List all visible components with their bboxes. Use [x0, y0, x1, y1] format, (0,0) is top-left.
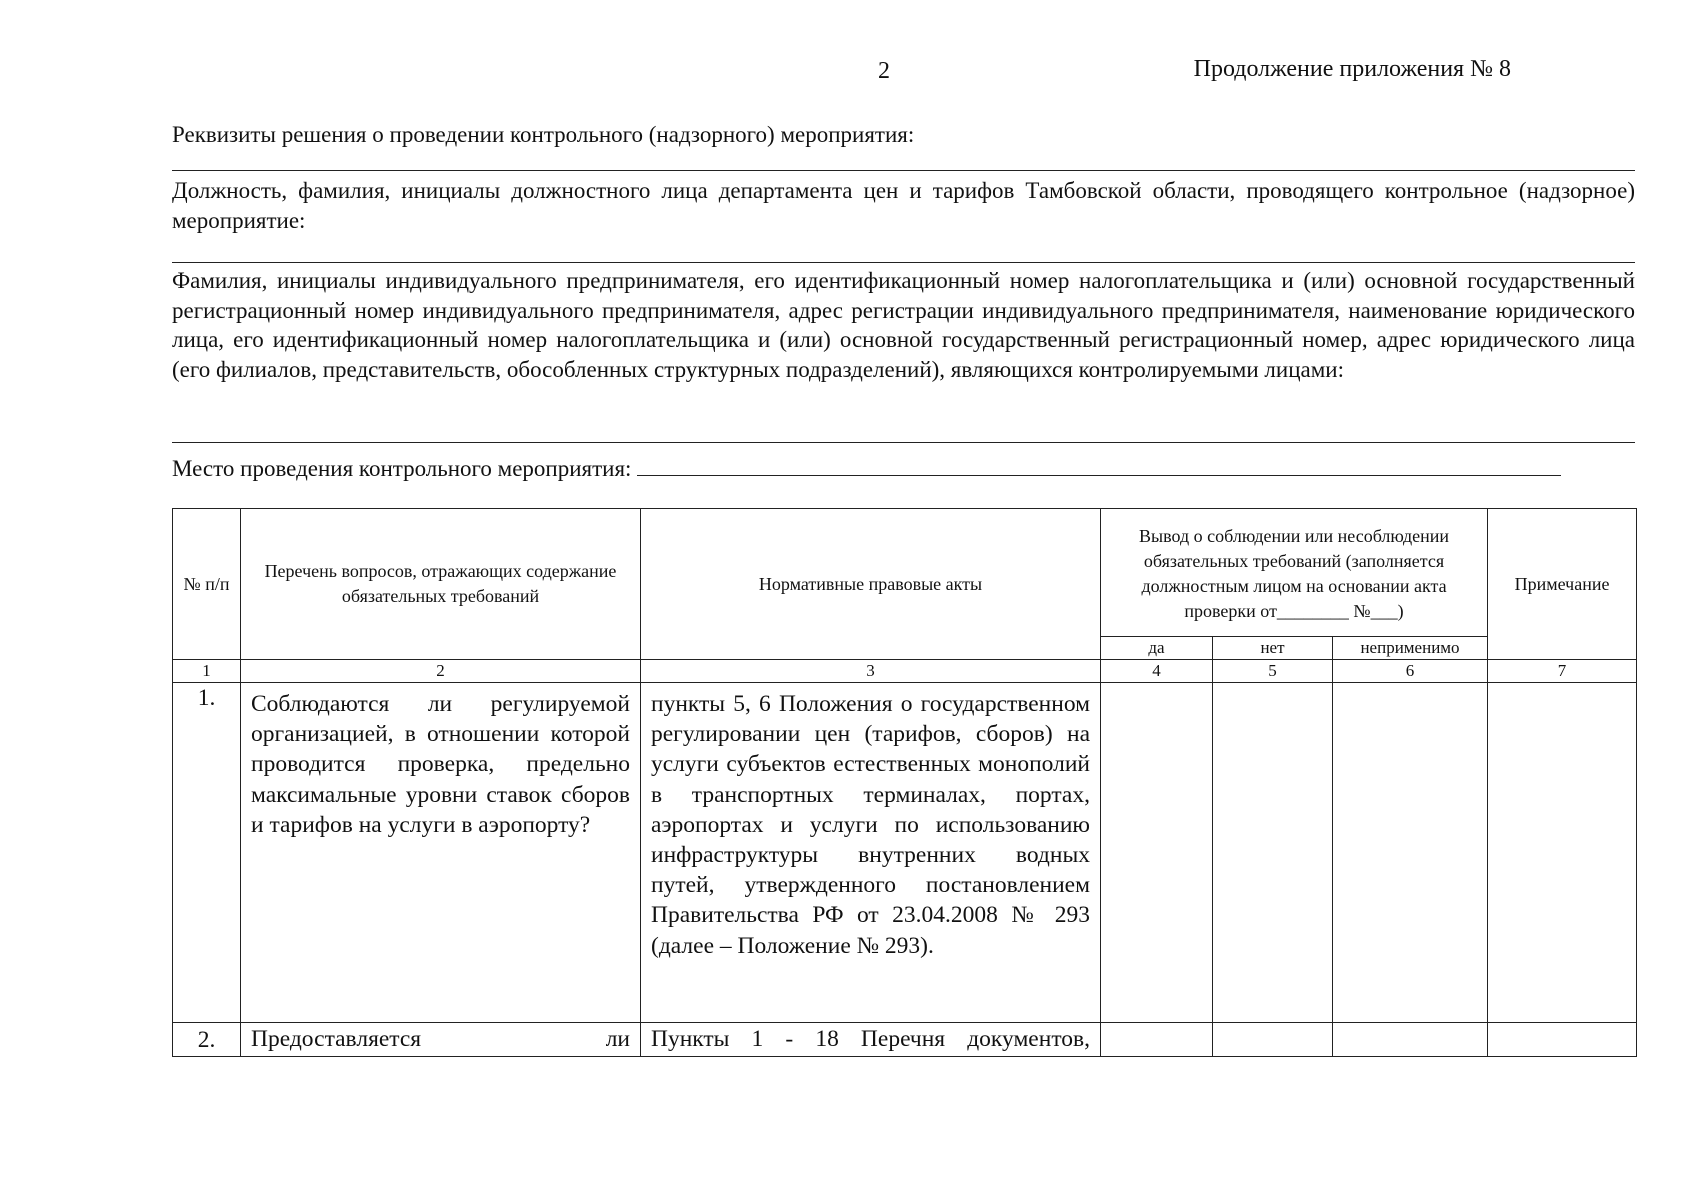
header-number: № п/п: [173, 509, 241, 660]
header-acts: Нормативные правовые акты: [641, 509, 1101, 660]
header-note: Примечание: [1488, 509, 1637, 660]
header-conclusion: Вывод о соблюдении или несоблюдении обязательных требований (заполняется должностным лицом на основании акта проверки от________ №___): [1101, 509, 1488, 637]
checklist-table: [172, 508, 1637, 1057]
answer-yes-cell[interactable]: [1101, 1023, 1213, 1057]
col-number: 2: [241, 660, 641, 683]
col-number: 1: [173, 660, 241, 683]
answer-na-cell[interactable]: [1333, 683, 1488, 1023]
answer-na-cell[interactable]: [1333, 1023, 1488, 1057]
place-line[interactable]: [637, 455, 1561, 476]
official-line[interactable]: [172, 262, 1635, 263]
answer-yes-cell[interactable]: [1101, 683, 1213, 1023]
answer-no-cell[interactable]: [1213, 683, 1333, 1023]
header-na: неприменимо: [1333, 637, 1488, 660]
place-row: [172, 454, 1635, 484]
row-acts: Пункты 1 - 18 Перечня документов,: [641, 1023, 1101, 1057]
note-cell[interactable]: [1488, 1023, 1637, 1057]
official-label: Должность, фамилия, инициалы должностного лица департамента цен и тарифов Тамбовской области, проводящего контрольное (надзорное) мероприятие:: [172, 178, 1635, 233]
row-number: 2.: [173, 1023, 241, 1057]
table-row: [173, 683, 1637, 1023]
page-number: 2: [878, 58, 890, 84]
header-no: нет: [1213, 637, 1333, 660]
row-acts: пункты 5, 6 Положения о государственном регулировании цен (тарифов, сборов) на услуги субъектов естественных монополий в транспортных терминалах, портах, аэропортах и услуги по использованию инфраструктуры внутренних водных путей, утвержденного постановлением Правительства РФ от 23.04.2008 № 293 (далее – Положение № 293).: [641, 683, 1101, 1023]
entity-label: Фамилия, инициалы индивидуального предпринимателя, его идентификационный номер налогоплательщика и (или) основной государственный регистрационный номер индивидуального предпринимателя, адрес регистрации индивидуального предпринимателя, наименование юридического лица, его идентификационный номер налогоплательщика и (или) основной государственный регистрационный номер, адрес юридического лица (его филиалов, представительств, обособленных структурных подразделений), являющихся контролируемыми лицами:: [172, 268, 1635, 382]
col-number: 5: [1213, 660, 1333, 683]
row-number: 1.: [173, 683, 241, 1023]
table-row: [173, 1023, 1637, 1057]
row-question: Предоставляется ли: [241, 1023, 641, 1057]
header-questions: Перечень вопросов, отражающих содержание обязательных требований: [241, 509, 641, 660]
answer-no-cell[interactable]: [1213, 1023, 1333, 1057]
col-number: 3: [641, 660, 1101, 683]
place-label: Место проведения контрольного мероприятия:: [172, 456, 632, 481]
col-number: 6: [1333, 660, 1488, 683]
row-question: Соблюдаются ли регулируемой организацией, в отношении которой проводится проверка, предельно максимальные уровни ставок сборов и тарифов на услуги в аэропорту?: [241, 683, 641, 1023]
continuation-label: Продолжение приложения № 8: [1193, 56, 1511, 82]
entity-line[interactable]: [172, 442, 1635, 443]
col-number: 7: [1488, 660, 1637, 683]
header-yes: да: [1101, 637, 1213, 660]
note-cell[interactable]: [1488, 683, 1637, 1023]
decision-details-line[interactable]: [172, 170, 1635, 171]
col-number: 4: [1101, 660, 1213, 683]
decision-details-label: Реквизиты решения о проведении контрольного (надзорного) мероприятия:: [172, 122, 915, 147]
